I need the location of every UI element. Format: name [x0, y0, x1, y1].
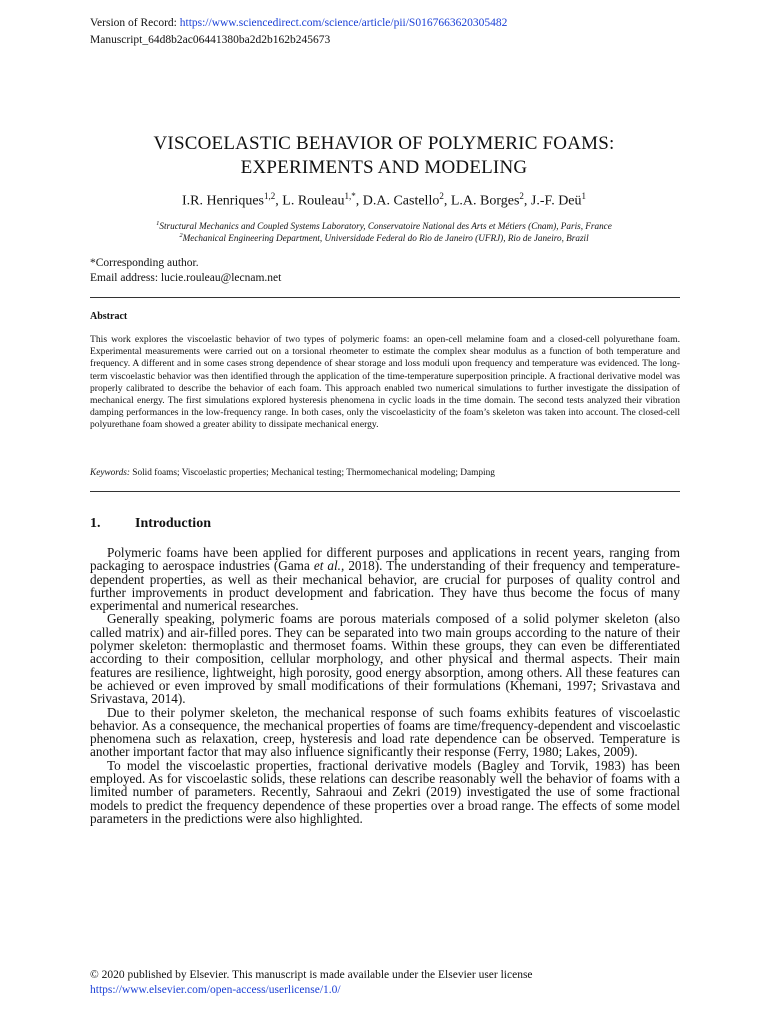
title-line-1: VISCOELASTIC BEHAVIOR OF POLYMERIC FOAMS:: [153, 133, 615, 154]
author-separator: ,: [275, 193, 283, 209]
paragraph: [90, 546, 680, 612]
author-name: I.R. Henriques: [181, 193, 265, 209]
author-name: L.A. Borges: [450, 193, 520, 209]
section-number: 1.: [90, 516, 101, 531]
section-heading: [90, 515, 211, 533]
affiliation-2-mark: 2: [179, 232, 183, 239]
author-separator: ,: [523, 193, 531, 209]
affiliation-1-text: Structural Mechanics and Coupled Systems Laboratory, Conservatoire National des Arts et Métiers (Cnam), Paris, France: [159, 221, 612, 232]
introduction-body: [90, 546, 680, 825]
paragraph-text: To model the viscoelastic properties, fractional derivative models (Bagley and Torvik, 1983) has been employed. As for viscoelastic solids, these relations can describe reasonably well the behavior of foams with a limited number of parameters. Recently, Sahraoui and Zekri (2019) investigated the use of some fractional models to predict the frequency dependence of these properties over a broad range. The effects of some model parameters in the predictions were also highlighted.: [90, 757, 680, 826]
divider-top: [90, 297, 680, 298]
author-separator: ,: [443, 193, 451, 209]
version-link[interactable]: https://www.sciencedirect.com/science/article/pii/S0167663620305482: [179, 17, 508, 29]
version-label: Version of Record:: [90, 17, 180, 29]
title-line-2: EXPERIMENTS AND MODELING: [240, 157, 528, 178]
paragraph: [90, 706, 680, 759]
license-link[interactable]: https://www.elsevier.com/open-access/userlicense/1.0/: [90, 984, 341, 996]
paper-title: [0, 132, 768, 180]
corresponding-author: *Corresponding author.: [90, 257, 199, 269]
abstract-heading: Abstract: [90, 311, 128, 322]
license-text: © 2020 published by Elsevier. This manuscript is made available under the Elsevier user license: [90, 969, 533, 981]
author-affiliation-mark: 1,*: [344, 191, 356, 201]
abstract-text: This work explores the viscoelastic behavior of two types of polymeric foams: an open-cell melamine foam and a closed-cell polyurethane foam. Experimental measurements were carried out on a torsional rheometer to estimate the complex shear modulus as a function of both temperature and frequency. A different and in some cases strong dependence of shear storage and loss moduli upon frequency and temperature was evidenced. The long-term viscoelastic behavior was then identified through the application of the time-temperature superposition principle. A fractional derivative model was properly calibrated to describe the behavior of each foam. This approach enabled two numerical simulations to further investigate the dissipation of mechanical energy. The first simulations explored hysteresis phenomena in cyclic loads in the time domain. The second tests analyzed their vibration damping performances in the low-frequency range. In both cases, only the viscoelasticity of the foam’s skeleton was taken into account. The closed-cell polyurethane foam showed a greater ability to dissipate mechanical energy.: [90, 334, 680, 431]
paragraph-text: , 2018). The understanding of their frequency and temperature-dependent properties, as well as their mechanical behavior, are crucial for purposes of quality control and further improvements in product development and fabrication. They have thus become the focus of many experimental and numerical researches.: [90, 558, 681, 614]
paragraph: [90, 612, 680, 705]
keywords: [90, 467, 680, 479]
author-name: L. Rouleau: [282, 193, 345, 209]
manuscript-id: Manuscript_64d8b2ac06441380ba2d2b162b245673: [90, 34, 331, 46]
author-name: D.A. Castello: [362, 193, 440, 209]
paragraph-text: Generally speaking, polymeric foams are porous materials composed of a solid polymer skeleton (also called matrix) and air-filled pores. They can be separated into two main groups according to the nature of their polymer skeleton: thermoplastic and thermoset foams. Within these groups, they can even be differentiated according to their composition, cellular morphology, and other physical and thermal aspects. Their main features are resilience, lightweight, high porosity, good energy absorption, among others. All these features can be achieved or even improved by small modifications of their formulations (Khemani, 1997; Srivastava and Srivastava, 2014).: [90, 611, 680, 707]
section-title: Introduction: [135, 516, 211, 531]
author-separator: ,: [355, 193, 363, 209]
divider-bottom: [90, 491, 680, 492]
author-list: [0, 187, 768, 211]
author-affiliation-mark: 2: [439, 191, 444, 201]
affiliation-1-mark: 1: [156, 220, 160, 227]
paragraph: [90, 759, 680, 825]
corresponding-email: Email address: lucie.rouleau@lecnam.net: [90, 272, 282, 284]
version-of-record: [90, 16, 507, 30]
author-name: J.-F. Deü: [530, 193, 582, 209]
paragraph-text: Polymeric foams have been applied for different purposes and applications in recent years, ranging from packaging to aerospace industries (Gama: [90, 545, 680, 574]
paragraph-text: Due to their polymer skeleton, the mechanical response of such foams exhibits features of viscoelastic behavior. As a consequence, the mechanical properties of foams are time/frequency-dependent and viscoelastic phenomena such as relaxation, creep, hysteresis and load rate dependence can be observed. Temperature is another important factor that may also influence significantly their response (Ferry, 1980; Lakes, 2009).: [90, 704, 680, 760]
affiliation-2-text: Mechanical Engineering Department, Universidade Federal do Rio de Janeiro (UFRJ), Rio de Janeiro, Brazil: [182, 233, 589, 244]
author-affiliation-mark: 1: [581, 191, 587, 201]
author-affiliation-mark: 2: [519, 191, 524, 201]
affiliation-2: [0, 230, 768, 244]
keywords-text: Solid foams; Viscoelastic properties; Mechanical testing; Thermomechanical modeling; Damping: [129, 468, 495, 478]
license-footer: [90, 968, 533, 998]
author-affiliation-mark: 1,2: [264, 191, 276, 201]
keywords-label: Keywords:: [90, 468, 130, 478]
paragraph-italic-text: et al.: [313, 558, 341, 574]
